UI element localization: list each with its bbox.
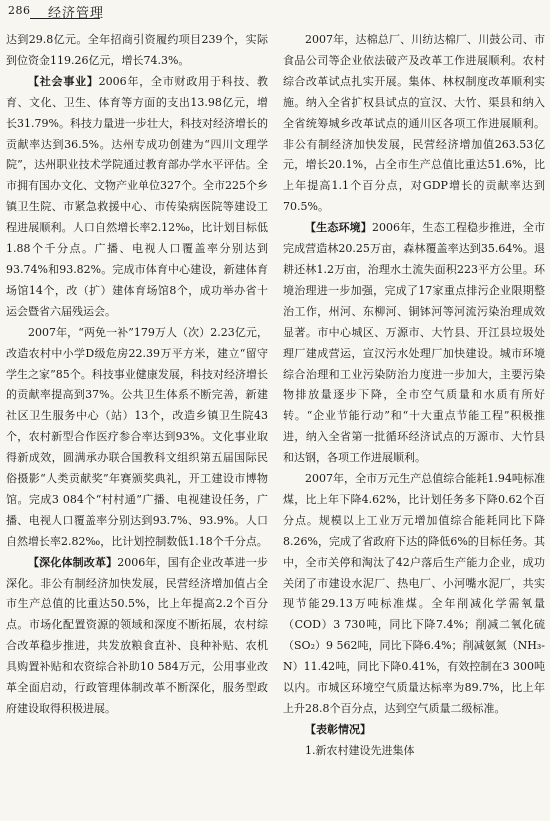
section-ecology xyxy=(283,218,545,469)
right-column xyxy=(283,30,545,820)
paragraph-social-affairs-2007: 2007年，“两免一补”179万人（次）2.23亿元，改造农村中小学D级危房22.39万平方米，建立“留守学生之家”85个。科技事业健康发展，科技对经济增长的贡献率提高到37%。公共卫生体系不断完善，新建社区卫生服务中心（站）13个，改造乡镇卫生院43个，农村新型合作医疗参合率达到93%。文化事业取得新成效，圆满承办联合国教科文组织第五届国际民俗摄影“人类贡献奖”年赛颁奖典礼，开工建设市博物馆。完成3 084个“村村通”广播、电视建设任务，广播、电视人口覆盖率分别达到93.7%、93.9%。人口自然增长率2.82‰，比计划控制数低1.18个千分点。 xyxy=(6,325,268,548)
paragraph-ecology-2006: 2006年，生态工程稳步推进，全市完成营造林20.25万亩，森林覆盖率达到35.64%。退耕还林1.2万亩，治理水土流失面积223平方公里。环境治理进一步加强，完成了17家重点排污企业限期整治工作，州河、东柳河、铜钵河等河流污染治理成效显著。市中心城区、万源市、大竹县、开江县垃圾处理厂建成营运，宣汉污水处理厂加快建设。城市环境综合治理和工业污染防治力度进一步加大，主要污染物排放量逐步下降，全市空气质量和水质有所好转。“企业节能行动”和“十大重点节能工程”积极推进，纳入全省第一批循环经济试点的万源市、大竹县和达钢，各项工作进展顺利。 xyxy=(283,221,545,465)
paragraph-reform-2006: 2006年，国有企业改革进一步深化。非公有制经济加快发展，民营经济增加值占全市生产总值的比重达50.5%，比上年提高2.2个百分点。市场化配置资源的领域和深度不断拓展，农村综合改革稳步推进，共发放粮食直补、良种补贴、农机具购置补贴和农资综合补助10 584万元，公用事业改革全面启动，行政管理体制改革不断深化，服务型政府建设取得积极进展。 xyxy=(6,555,268,715)
paragraph-investment: 达到29.8亿元。全年招商引资履约项目239个，实际到位资金119.26亿元，增长74.3%。 xyxy=(6,33,268,67)
section-social-affairs xyxy=(6,72,268,323)
heading-commendations: 【表彰情况】 xyxy=(305,722,371,736)
list-item-commendation-1: 1.新农村建设先进集体 xyxy=(305,743,415,757)
paragraph-social-affairs-2006: 2006年，全市财政用于科技、教育、文化、卫生、体育等方面的支出13.98亿元，增长31.79%。科技力量进一步壮大，科技对经济增长的贡献率达到36.5%。达州专成功创建为“四川文理学院”，达州职业技术学院通过教育部办学水平评估。全市拥有国办文化、文物产业单位327个。全市225个乡镇卫生院、市紧急救援中心、市传染病医院等建设工程进展顺利。人口自然增长率2.12‰，比计划目标低1.88个千分点。广播、电视人口覆盖率分别达到93.74%和93.82%。完成市体育中心建设，新建体育场馆14个，改（扩）建体育场馆8个，成功举办省十运会暨省六届残运会。 xyxy=(6,74,268,318)
heading-social-affairs: 【社会事业】 xyxy=(28,74,99,88)
page-number: 286 xyxy=(8,4,31,17)
paragraph-reform-2007: 2007年，达棉总厂、川纺达棉厂、川鼓公司、市食品公司等企业依法破产及改革工作进展顺利。农村综合改革试点扎实开展。集体、林权制度改革顺利实施。纳入全省扩权县试点的宣汉、大竹、渠县和纳入全省统筹城乡改革试点的通川区各项工作进展顺利。非公有制经济加快发展，民营经济增加值263.53亿元，增长20.1%，占全市生产总值比重达51.6%，比上年提高1.1个百分点，对GDP增长的贡献率达到70.5%。 xyxy=(283,33,545,214)
running-title: 经济管理 xyxy=(48,6,105,21)
section-reform xyxy=(6,553,268,720)
heading-ecology: 【生态环境】 xyxy=(305,221,372,235)
heading-reform: 【深化体制改革】 xyxy=(28,555,118,569)
left-column xyxy=(6,30,268,820)
page-header xyxy=(0,0,550,24)
paragraph-ecology-2007: 2007年，全市万元生产总值综合能耗1.94吨标准煤，比上年下降4.62%，比计划任务多下降0.62个百分点。规模以上工业万元增加值综合能耗同比下降8.26%，完成了省政府下达的降低6%的目标任务。其中，全市关停和淘汰了42户落后生产能力企业，成功关闭了市建设水泥厂、热电厂、小河嘴水泥厂，共实现节能29.13万吨标准煤。全年削减化学需氧量（COD）3 730吨，同比下降7.4%；削减二氧化硫（SO₂）9 562吨，同比下降6.4%；削减氨氮（NH₃-N）11.42吨，同比下降0.41%，有效控制在3 300吨以内。市城区环境空气质量达标率为89.7%，比上年上升28.8个百分点，达到空气质量二级标准。 xyxy=(283,472,545,715)
